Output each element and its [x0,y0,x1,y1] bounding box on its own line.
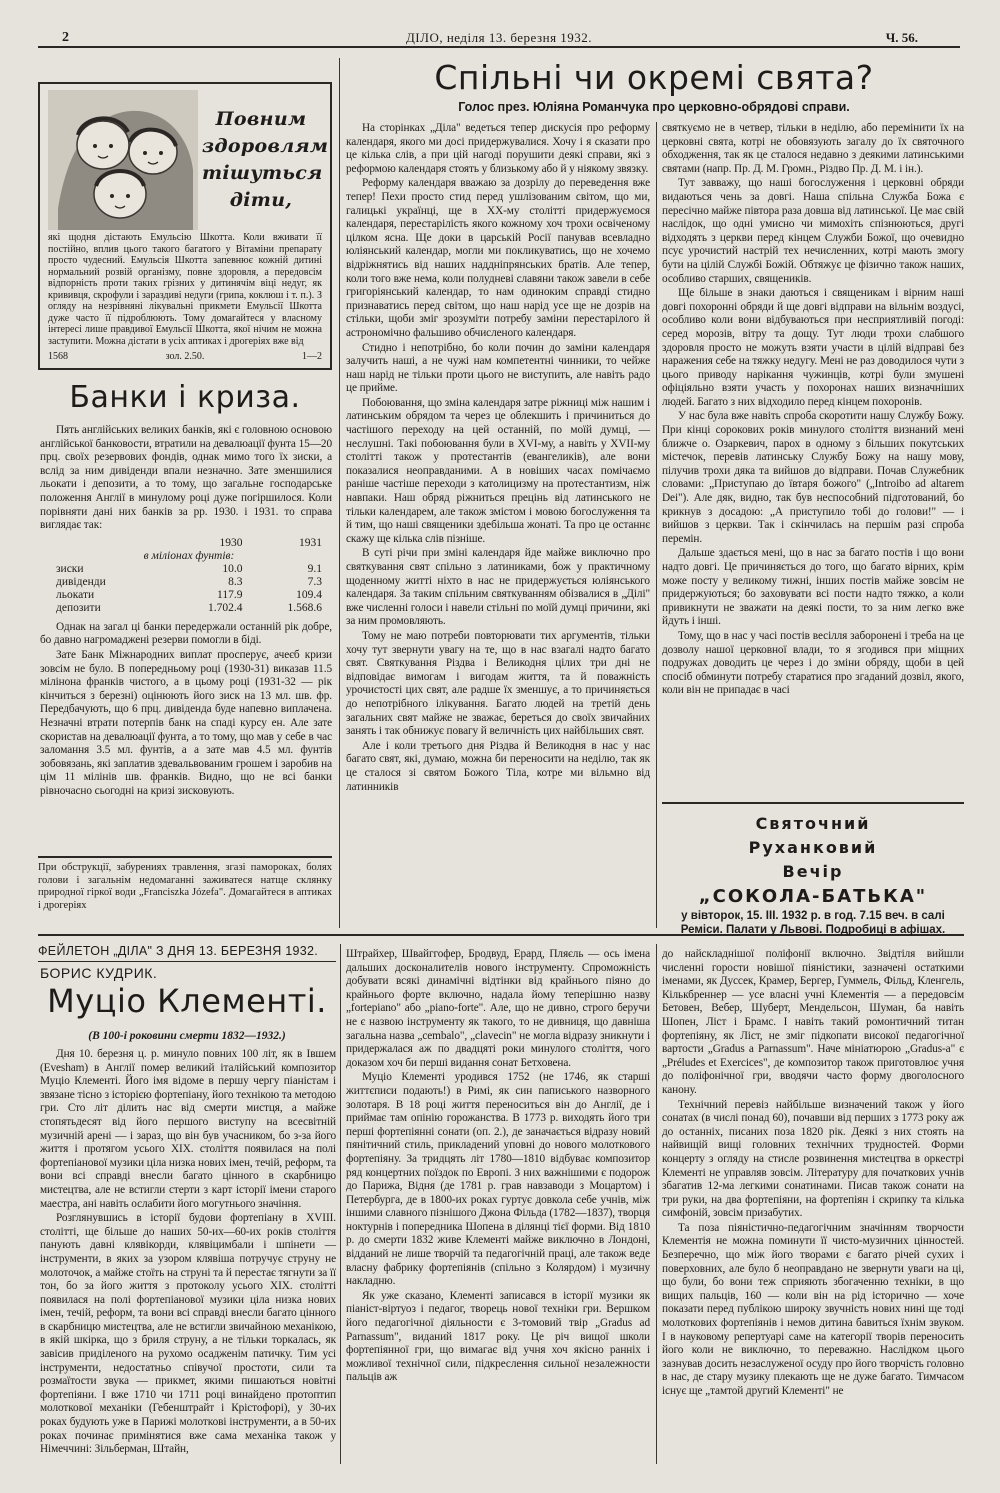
paragraph: Побоювання, що зміна календаря затре ріжниці між нашим і латинським обрядом та через це облекшить і причиниться до частішого переходу на цей останній, по моїй думці, — неслушні. Такі побоювання були в XVI-му, а навіть у XVII-му столітті також у протестантів (евангеликів), але вони показалися неоправданими. А в новіших часах помічаємо раніше частіше переходи з католицизму на протестантизм, ніж навпаки. Наш обряд ріжниться прецінь від латинського не тільки календарем, але також змістом і мовою богослуження та й тим, що наші священики здебільша жонаті. Та про це останнє скажу ще кілька слів пізніше. [346,396,650,545]
paragraph: Та поза піяністично-педагогічним значінням творчости Клементія не можна поминути її чисто-музичних цінностей. Безперечно, що між його творами є багато річей сухих і поверховних, але було б неоправдано не звернути уваги на ці, що були, бо вони теж сприяють збогаченню техніки, в що вищих пальців, 160 — коли він на рід історично — хоче показати перед публікою широку звучність нових нині ще тоді молоткових фортепіянів і немов дитина бавиться їхнім звуком. І в науковому репертуарі саме на категорії творів переносить його коли не виключно, то переважно. Наслідком цього зазнував досить незаслуженої осуду про його творчість головно в нас, де стару музику плекають ще не дуже багато. Тимчасом існує ще „тамтой другий Клементі" не [662,1221,964,1397]
row-label: зиски [56,562,84,575]
slogan-line: Повним [215,108,307,130]
bank-figures-table [54,537,324,615]
year-header: 1930 [219,536,243,549]
table-row [54,537,324,550]
column-rule [656,944,657,1464]
table-row [54,550,324,563]
cell-1931: 7.3 [307,575,322,588]
masthead: ДІЛО, неділя 13. березня 1932. [405,30,593,45]
page-number: 2 [62,30,69,45]
row-label: льокати [56,588,95,601]
paragraph: Пять англійських великих банків, які є головною основою англійської банковости, втратили на девалюації фунта 15—20 прц. своїх резервових фондів, однак мимо того їх зиски, а вслід за ним дивіденди впали незначно. Зате зменшилися льокати і депозити, а то тому, що загальне господарське положення Англії в минулому році дуже погіршилося. Коли порівняти дані них банків за рр. 1930. і 1931. то справа виглядає так: [40,424,332,532]
paragraph: Розглянувшись в історії будови фортепіану в XVIII. столітті, ще більше до наших 50-их—60-их років століття панують давні клявікорди, клявіцимбали і шпінети — інструменти, в яких за узором клявіша потручує струну не молоточок, а майже стоїть на струні та й перестає тягнути за її тон, бо за його життя з протоколу усього XIX. столітті появилася на полі фортепіанової музики ціла низка нових імен, течій, реформ, та вони всі справді внесли багато цінного в скарбницю мистецтва, але не встигли звичайною механікою, в якій шкірка, що з бриля струну, а не тільки торкалась, як завісив приділеного на рухомо осадженім патичку. Тим усі інструменти, недостатньо співучої простоти, сили та розмаїтости звука — прикмет, якими пишаються новітні фортепіяни. І вже 1710 чи 1711 році винайдено протоптип молоткової механіки (Гебенштрайт і Крістофорі), у 30-их роках будують уже в Парижі молоткові інструменти, а в 50-их роках починає примінятися вже сама механіка також у Німеччині: Зільберман, Штайн, [40,1212,336,1456]
paragraph: Дня 10. березня ц. р. минуло повних 100 літ, як в Івшем (Evesham) в Англії помер великий італійський композитор Муціо Клементі. Його імя відоме в першу чергу піаністам і звязане тісно з історією фортепіану, його технікою та методою гри. Сто літ ділить нас від смерти мистця, а майже стопятьдесят від його першого виступу на всесвітній музичній арені — і зараз, що він був учасником, бо з-за його життя і протягом усього XIX. століття появилася на полі фортепіанової музики ціла низка нових імен, течій, реформ, та вони всі справді внесли багато цінного в скарбницю мистецтва, але не встигли стерти з карт історії імени старого маестра, ані навіть ослабити його могутнього значіння. [40,1048,336,1210]
year-header: 1931 [299,536,322,549]
paragraph: Тут завважу, що наші богослуження і церковні обряди видаються чень за довгі. Наша спільна Служба Божа є пересічно майже півтора раза довша від латинської. Це має свій наслідок, що одні умисно чи мимохіть спізнюються, другі відходять з церкви перед кінцем Служби Божої, що очевидно псує урочистий настрій тех нечисленних, котрі мають змогу бути на цілій Службі Божій. Обтяжує це фізично також наших, особливо старших, священиків. [662,177,964,285]
row-label: дивіденди [56,575,106,588]
table-row [54,602,324,615]
slogan-line: здоровлям [202,135,329,157]
event-organizer: „СОКОЛА-БАТЬКА" [698,886,928,907]
cell-1930: 8.3 [228,575,243,588]
paragraph: Як уже сказано, Клементі записався в історії музики як піаніст-віртуоз і педагог, творець нової техніки гри. Вершком його педагогічної діяльности є 3-томовий твір „Gradus ad Parnassum", виданий 1817 року. Це річ вищої школи фортепіянної гри, що вимагає від учня хоч якісно ранніх і можливої технічної сили, підкреслення сильної незалежности пальців аж [346,1289,650,1384]
ad-slogan [202,106,329,214]
cell-1931: 1.568.6 [287,601,322,614]
main-article-subtitle: Голос през. Юліяна Романчука про церковно-обрядові справи. [458,100,850,114]
ad-ref: 1568 [48,351,68,362]
sokol-event-announcement [662,802,964,936]
table-row [54,576,324,589]
feuilleton-column-1 [40,1048,336,1458]
feuilleton-title: Муціо Клементі. [47,982,327,1020]
event-details: у вівторок, 15. III. 1932 р. в год. 7.15 веч. в салі Реміси. Палати у Львові. Подробиці в афішах. [680,910,946,936]
unit-label: в міліонах фунтів: [143,549,235,562]
issue-number: Ч. 56. [885,30,918,45]
ad-price: зол. 2.50. [165,351,205,362]
banks-article-title: Банки і криза. [69,380,301,415]
paragraph: Стидно і непотрібно, бо коли почин до заміни календаря залучить наші, а не чужі нам компетентні чинники, то чейже наш нарід не тільки проти цього не виступить, але навіть радо це прийме. [346,341,650,395]
cell-1930: 10.0 [222,562,243,575]
main-article-column-1 [346,122,650,795]
feuilleton-author: БОРИС КУДРИК. [40,965,158,981]
column-rule [340,944,341,1464]
page-header [38,28,960,48]
column-rule [656,122,657,928]
ad-body: які щодня дістають Емульсію Шкотта. Коли вживати її постійно, вплив цього такого багатого у Вітаміни препарату просто чудесний. Емульсія Шкотта запевнює кожній дитині нормальний розвій організму, повне здоровля, а передовсім відпорність проти таких грізних у дитинячім віці недуг, як крививця, скрофули і зараздиві недуги (грипа, коклюш і т. п.). З огляду на незрівняні лікувальні прикмети Емульсії Шкотта дуже часто її підроблюють. Тому домагайтеся у власному інтересі лише правдивої Емульсії Шкотта, якої нічим не можна заступити. Можна дістати в усіх аптиках і дрогеріях вже від [48,232,322,347]
feuilleton-column-2 [346,948,650,1386]
row-label: депозити [56,601,101,614]
table-row [54,563,324,576]
event-line: Святочний [755,814,871,833]
event-line: Вечір [782,862,844,881]
ad-price-line [48,351,322,362]
paragraph: Муціо Клементі уродився 1752 (не 1746, як старші життєписи подають!) в Римі, як син паписького назворного золотаря. В 18 році життя переноситься він до Англії, де і приймає там опінію горожанства. В 1773 р. виходять його три перші фортепіянні сонати (оп. 2.), де заначається відразу новий пянітичний стиль, прикладений уповні до нового молоткового фортепіяну. За тридцять літ 1780—1810 відбуває композитор ряд концертних поїздок по Европі. З них важнішими є подорож до Парижа, Відня (де 1781 р. грав навзаводи з Моцартом) і Петербурга, де в 1800-их роках гуртує довкола себе учнів, між іншими славного пізнішого Джона Фільда (1782—1837), творця ноктурнів і попередника Шопена в ділянці тієї форми. Від 1810 р. до смерти 1832 живе Клементі майже виключно в Лондоні, відданий не лише творчій та педагогічній праці, але також веде власну фабрику фортепіянів (спільно з Колярдом) і музичну накладню. [346,1071,650,1288]
children-illustration [48,90,198,230]
main-article-column-2 [662,122,964,699]
slogan-line: тішуться [202,162,323,184]
emulsion-advertisement [38,82,332,370]
paragraph: Тому, що в нас у часі постів весілля заборонені і треба на це дозволу нашої церковної влади, то я згодився при міщних подружах доводить це через і до зміни обряду, щоби в цей спосіб обминути потребу старатися про згаданий дозвіл, якого, коли він не припадає в часі [662,629,964,697]
paragraph: Реформу календаря вважаю за дозрілу до переведення вже тепер! Пехи просто стид перед ушлізованим світом, що ми, галицькі українці, ще в XX-му столітті придержуємося календаря, перестарілість якого кожному хоч трохи освіченому цілком ясна. Ще доки в царській Росії панував всевладно юліянський календар, могли ми покликуватись, що не хочемо відріжнятись від наших наддніпрянських братів. Але тепер, коли того вже нема, коли полудневі славяни також завели в себе григоріянський календар, то нам одиноким справді стидно признаватись перед світом, що наш нарід усе ще не дозрів на стільки, щоби зміг зрозуміти потребу заміни перестарілого й астрономічно фальшиво обчисленого календаря. [346,177,650,339]
paragraph: Штрайхер, Швайггофер, Бродвуд, Ерард, Пляєль — ось імена дальших досконалителів нового інструменту. Спроможність добувати всякі динамічні відтінки від крайнього піяно до крайнього форте включно, надала йому теперішню назву „fortepiano" або „piano-forte". Але, що не дивно, строго беручи не є назвою інструменту як такого, то не дивниця, що давніша загальна назва „cembalo", „clavecin" не могла відразу зникнути і придержалася аж по двадцяті роки минулого століття, чого доказом хоч би перші видання сонат Бетховена. [346,948,650,1069]
paragraph: В суті річи при зміні календаря йде майже виключно про святкування свят спільно з латиниками, бож у практичному щоденному житті ніхто в нас не придержується юліянського календаря. За таким спільним святкуванням обізвалися в „Ділі" вже численні голоси і навели стільні по моїй думці причини, які за ним промовляють. [346,547,650,628]
paragraph: святкуємо не в четвер, тільки в неділю, або перемінити їх на церковні свята, котрі не обовязують загалу до їх святочного обходження, так як це сталося недавно з деякими латинськими святами (напр. Пр. Д. М. Громн., Різдво Пр. Д. М. і ін.). [662,122,964,175]
paragraph: На сторінках „Діла" ведеться тепер дискусія про реформу календаря, якого ми досі придержувалися. Хочу і я сказати про це кілька слів, а при цій нагоді порушити деякі справи, які з реформою календаря стоять у близькому або й у ніякому звязку. [346,122,650,175]
paragraph: У нас була вже навіть спроба скоротити нашу Службу Божу. При кінці сорокових років минулого століття визнаний мені ближче о. Озаркевич, парох в одному з більших покутських містечок, перевів латинську Службу Божу на нашу мову, пілучив трохи дяка та вийшов до відправи. Почав Служебник словами: „Приступаю до ївтаря божого" („Introibo ad altarem Dei"). Але дяк, видно, так був неспособний підготований, бо крикнув з досадою: „А приступило тобі до голови!" — і вийшов з церкви. Так і скінчилась на першім разі спроба перемін. [662,410,964,545]
table-row [54,589,324,602]
paragraph: Технічний перевіз найбільше визначений також у його сонатах (в числі понад 60), почавши від перших з 1773 року аж до останніх, писаних поза 1820 рік. Деякі з них стоять на найвищій вищі головних технічних трудностей. Форми концерту з огляду на стисле розвинення мистецтва в оркестрі Клементі не управляв зовсім. Літературу для початкових учнів збагатив 12-ма легкими сонатинами. Писав також сонати на три руки, на два фортепіяни, на фортепіян і скрипку та кілька симфоній, зовсім призабутих. [662,1098,964,1220]
paragraph: Однак на загал ці банки передержали останній рік добре, бо давно нагромаджені резерви помогли в біді. [40,620,332,647]
cell-1930: 1.702.4 [207,601,243,614]
feuilleton-subtitle: (В 100-і роковини смерти 1832—1932.) [88,1030,286,1042]
main-article-title: Спільні чи окремі свята? [434,58,874,97]
feuilleton-header: ФЕЙЛЕТОН „ДІЛА" З ДНЯ 13. БЕРЕЗНЯ 1932. [38,944,336,962]
ad-code: 1—2 [302,351,322,362]
paragraph: Але і коли третього дня Різдва й Великодня в нас у нас багато свят, які, думаю, можна би переносити на неділю, так як це сталося зі святом Божого Тіла, котре ми вільмно від латинників [346,739,650,793]
paragraph: Тому не маю потреби повторювати тих аргументів, тільки хочу тут звернути увагу на те, що в нас взагалі надто багато свят. Святкування Різдва і Великодня цілих три дні не відповідає вимогам і вигодам життя, та й поважність урочистості цих свят, але радше їх зменшує, а то причиняється до непотрібного ілікування. Багато людей на третій день загальних свят майже не зважає, береться до своїх звичайних занять і так обнижує повагу й величність цих найбільших свят. [346,629,650,738]
feuilleton-column-3 [662,948,964,1400]
mineral-water-advertisement: При обструкції, забурениях травлення, згазі памороках, болях голови і загальнім недомаганні заживатеся натще склянку природної гіркої води „Franciszka Józefa". Домагайтеся в аптиках і дрогеріях [38,856,332,924]
paragraph: Ще більше в знаки даються і священикам і вірним наші довгі похоронні обряди й ще довгі відправи на вільнім воздусі, особливо коли вони відбуваються при несприятливій погоді: серед морозів, вітру та дощу. Тут люди трохи слабшого здоровля просто не можуть взяти участи в цілій відправі без наражения себе на тяжку недугу. Мені не раз доводилося чути з цього приводу нарікання чужинців, котрі були змушені офіціяльно взяти участь у похоронах наших визначніших людей. Багато з них відходило перед кінцем похоронів. [662,287,964,408]
banks-article-body [40,424,332,799]
cell-1930: 117.9 [217,588,243,601]
paragraph: Дальше здається мені, що в нас за багато постів і що вони надто довгі. Це причиняється до того, що багато вірних, крім може посту у великому тижні, інших постів майже зовсім не придержуються; бо заховувати всі пости надто тяжко, а коли привикнути не зважати на деякі пости, то за ним легко вже йдуть і інші. [662,547,964,628]
paragraph: Зате Банк Міжнародних виплат проспеpує, ачеєб кризи зовсім не було. В попередньому році (1930-31) виказав 11.5 мілінона франків чистого, а в цьому році (1931-32 — рік кінчиться з березні) оцінюють його зиск на 13 мл. шв. фр. Передбачують, що 6 прц. дивіденда буде напевно виплачена. Незначні втрати потерпів банк на спаді курсу ен. Але зате скористав на девалюації фунта, а то тому, що мав у себе в час заломання 3.5 мл. фунтів, а а зате мав 4.5 мл. фунтів зобовязань, які заплатив здевальвованим грошем і заробив на цім 11 мілінів шв. франків. Видно, що не всі банки рівночасно сьогодні на кризі зисковують. [40,648,332,797]
column-rule [339,58,340,928]
cell-1931: 109.4 [296,588,322,601]
event-line: Руханковий [748,838,878,857]
paragraph: до найскладнішої поліфонії включно. Звідтіля вийшли численні гоpости новішої піяністики, зазначені остаткими іменами, як Дуссек, Крамер, Бергер, Гуммель, Фільд, Кленгель, Кількбреннер — усе власні учні Клементія — а передовсім Бетовен, Вебер, Шуберт, Мендельсон, Шуман, ба навіть Шопен, Ліст і Брамс. І навіть такий ромонтичний титан фортепіяну, як Ліст, не зміг підкопати високої педагогічної вартости „Gradus a Parnassum". Наче мініатюрою „Gradus-a" є „Préludes et Exercices", де композитор також приготовлює учня до поліфонічної гри, вводячи часто форму двоголосного канону. [662,948,964,1096]
slogan-line: діти, [229,189,293,211]
cell-1931: 9.1 [307,562,322,575]
